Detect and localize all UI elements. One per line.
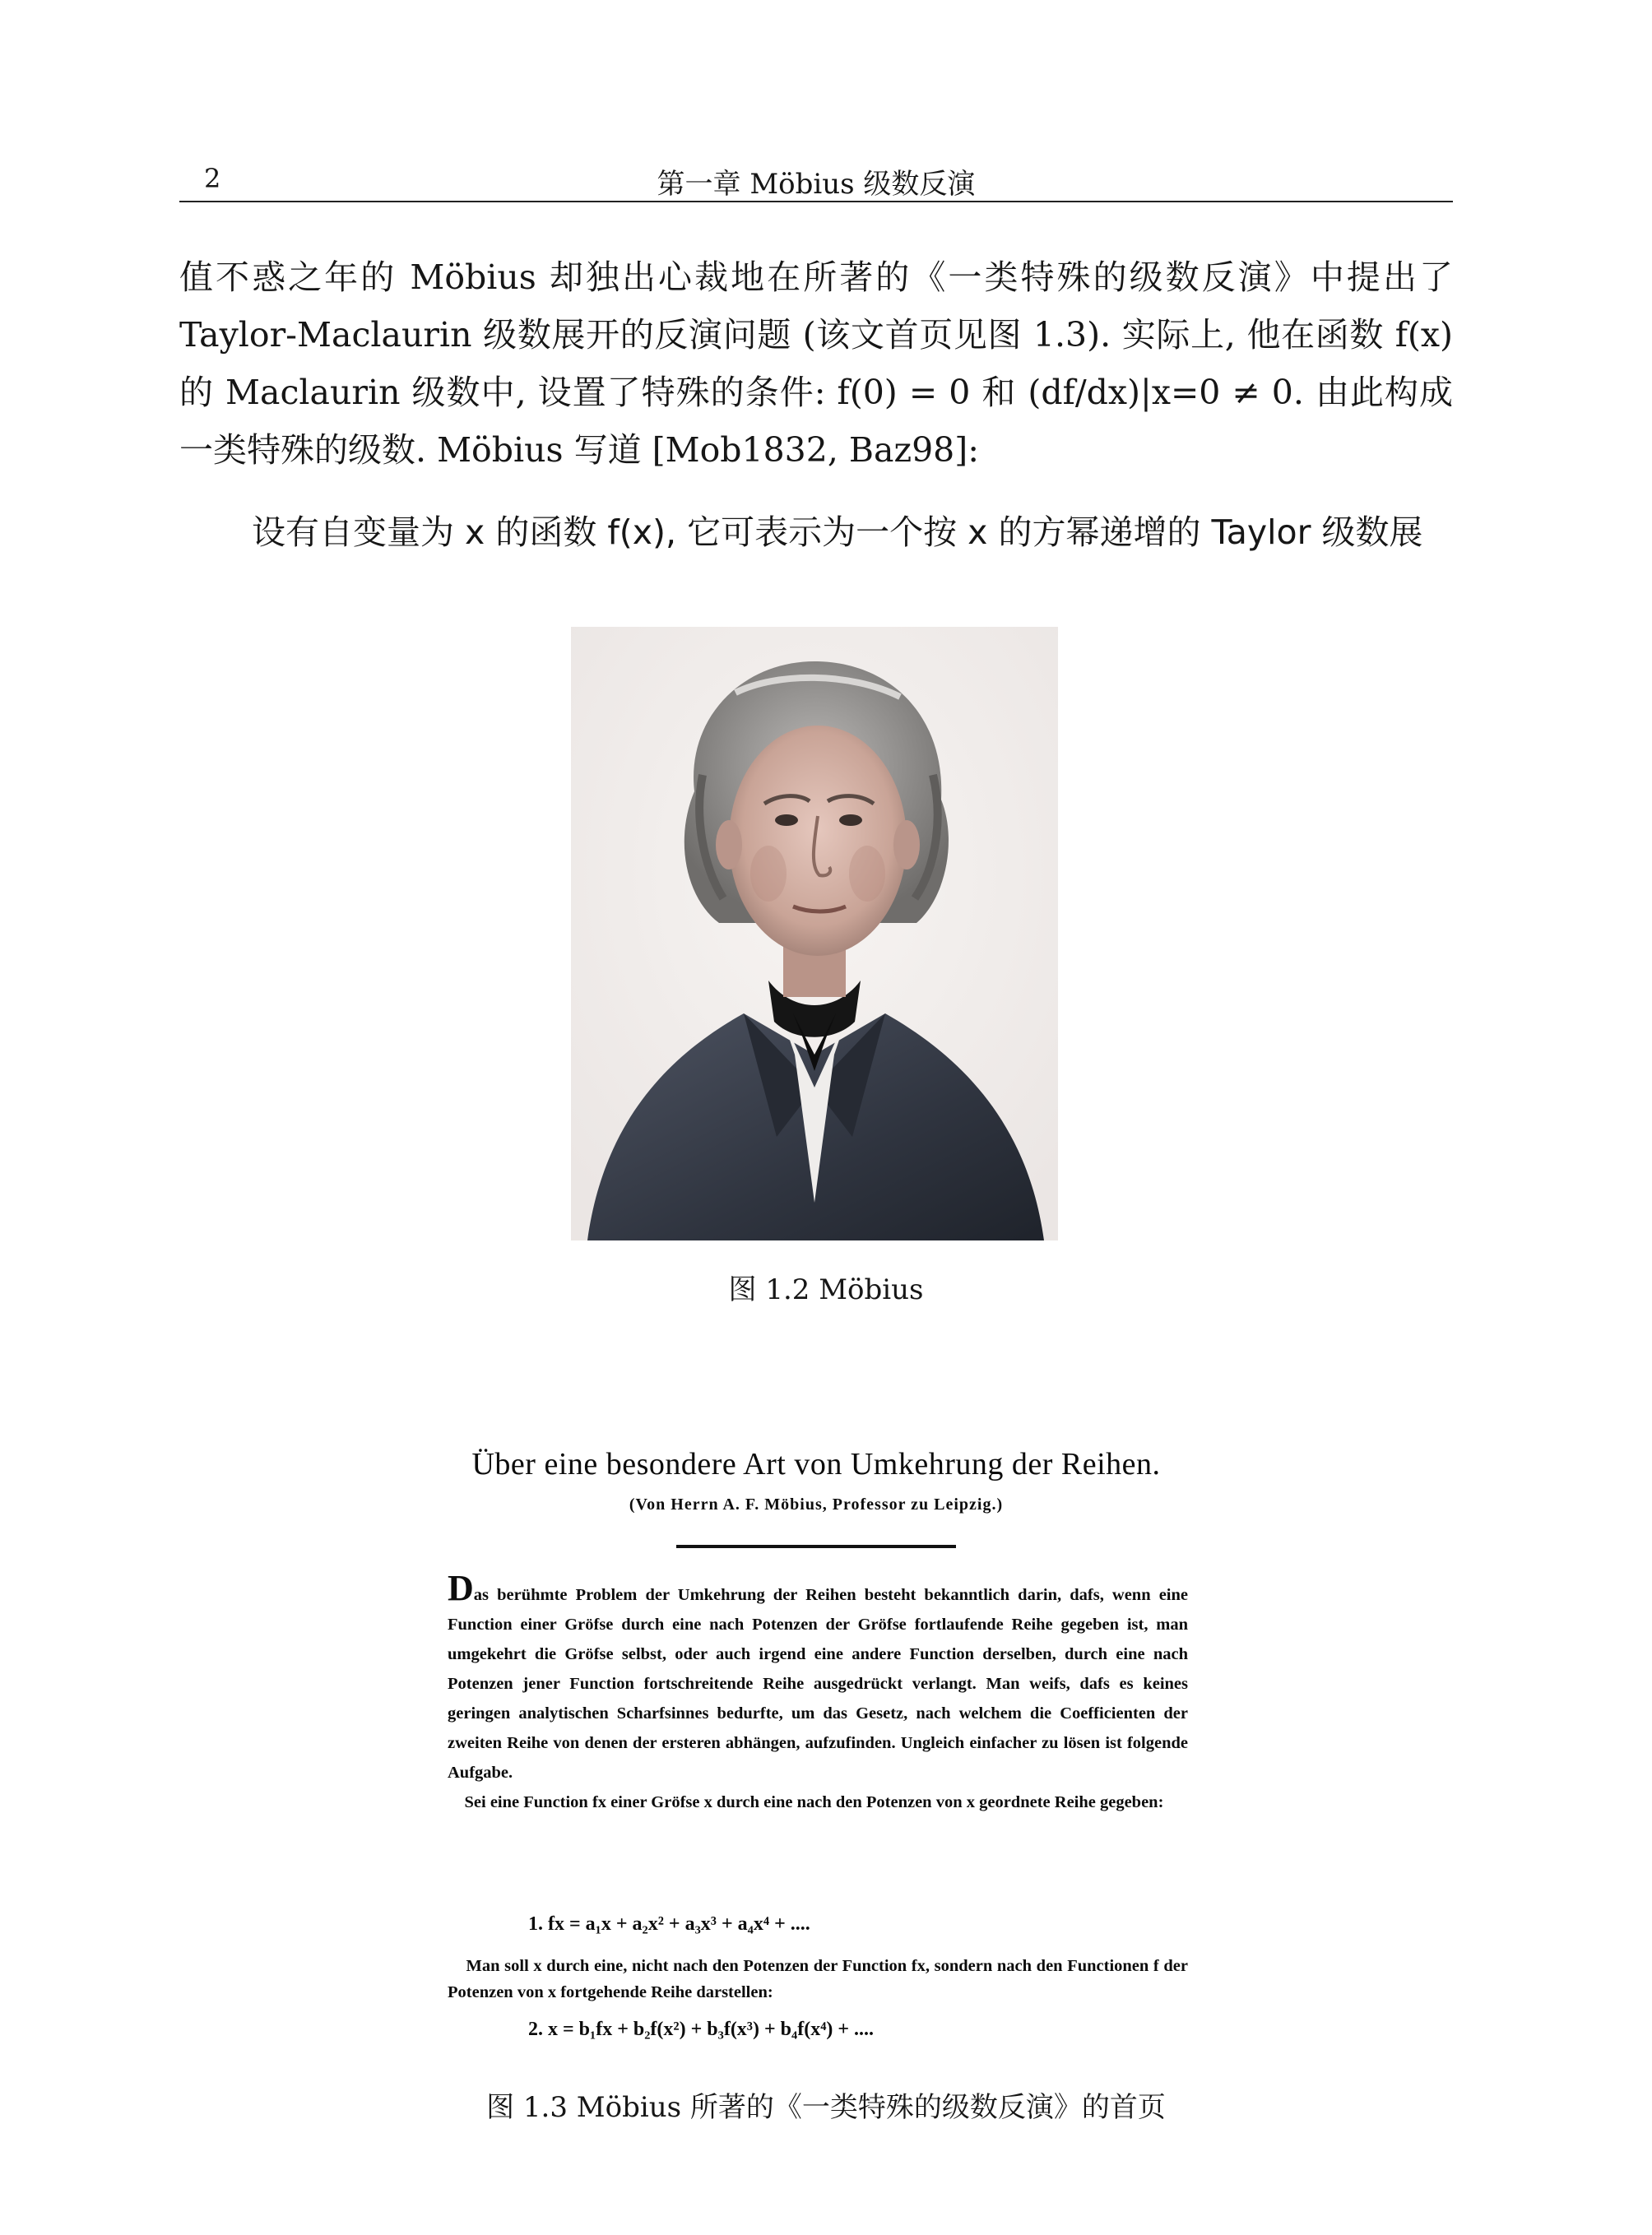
header-rule bbox=[179, 201, 1453, 202]
figure-1-2-caption: 图 1.2 Möbius bbox=[728, 1273, 924, 1306]
page-number: 2 bbox=[204, 163, 221, 194]
chapter-title: 第一章 Möbius 级数反演 bbox=[657, 168, 976, 201]
quote-line: 设有自变量为 x 的函数 f(x), 它可表示为一个按 x 的方幂递增的 Taylor 级数展 bbox=[252, 512, 1423, 552]
facsimile-author: (Von Herrn A. F. Möbius, Professor zu Leipzig.) bbox=[629, 1495, 1004, 1514]
facsimile-body-3 bbox=[448, 1953, 1188, 2005]
facsimile-text-2: Sei eine Function fx einer Gröfse x durch eine nach den Potenzen von x geordnete Reihe gegeben: bbox=[464, 1793, 1164, 1811]
running-header bbox=[179, 156, 1453, 202]
figure-1-3-caption: 图 1.3 Möbius 所著的《一类特殊的级数反演》的首页 bbox=[486, 2091, 1166, 2124]
mobius-portrait bbox=[571, 627, 1058, 1240]
facsimile-body-1 bbox=[448, 1568, 1188, 1817]
facsimile-formula-1: 1. fx = a₁x + a₂x² + a₃x³ + a₄x⁴ + .... bbox=[528, 1913, 810, 1935]
facsimile-title: Über eine besondere Art von Umkehrung der Reihen. bbox=[471, 1447, 1161, 1481]
facsimile-formula-2: 2. x = b₁fx + b₂f(x²) + b₃f(x³) + b₄f(x⁴) + .... bbox=[528, 2019, 875, 2040]
facsimile-first-page bbox=[438, 1440, 1195, 2056]
facsimile-text-1: as berühmte Problem der Umkehrung der Reihen besteht bekanntlich darin, dafs, wenn eine Function einer Gröfse durch eine nach Potenzen der Gröfse fortlaufende Reihe gegeben ist, man umgekehrt die Gröfse selbst, oder auch irgend eine andere Function derselben, durch eine nach Potenzen jener Function fortschreitende Reihe ausgedrückt verlangt. Man weifs, dafs es keines geringen analytischen Scharfsinnes bedurfte, um das Gesetz, nach welchem die Coefficienten der zweiten Reihe von denen der ersteren abhängen, aufzufinden. Ungleich einfacher zu lösen ist folgende Aufgabe. bbox=[448, 1586, 1188, 1782]
body-paragraph: 值不惑之年的 Möbius 却独出心裁地在所著的《一类特殊的级数反演》中提出了 Taylor-Maclaurin 级数展开的反演问题 (该文首页见图 1.3). 实际上, 他在函数 f(x) 的 Maclaurin 级数中, 设置了特殊的条件: f(0) = 0 和 (df/dx)|x=0 ≠ 0. 由此构成一类特殊的级数. Möbius 写道 [Mob1832, Baz98]: bbox=[179, 257, 1453, 470]
facsimile-rule bbox=[676, 1545, 956, 1548]
facsimile-drop-cap: D bbox=[448, 1568, 474, 1608]
facsimile-text-3: Man soll x durch eine, nicht nach den Potenzen der Function fx, sondern nach den Functionen f der Potenzen von x fortgehende Reihe darstellen: bbox=[448, 1957, 1188, 2001]
